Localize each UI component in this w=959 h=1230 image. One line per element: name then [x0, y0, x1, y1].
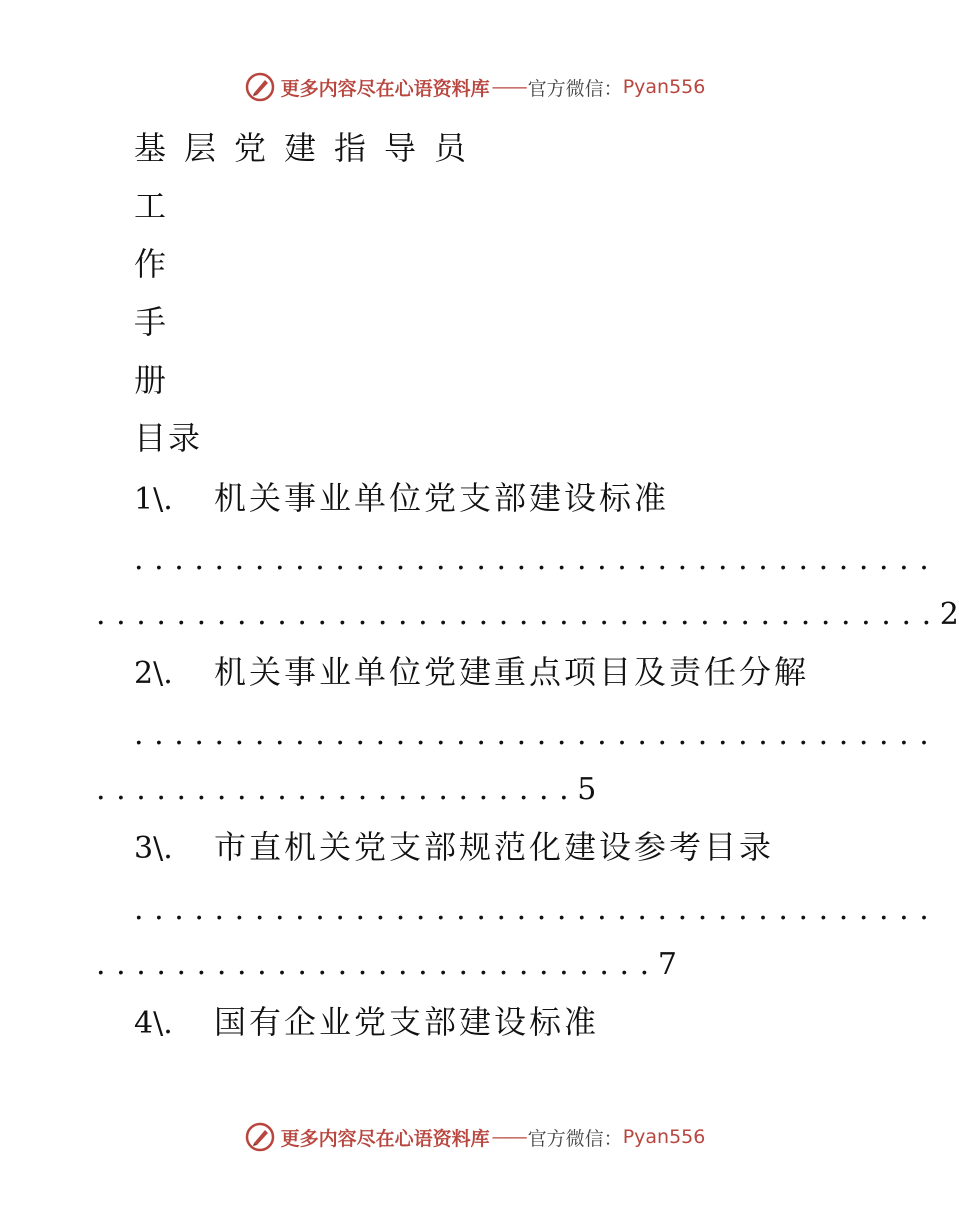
- pen-logo-icon: [245, 1122, 275, 1152]
- watermark-brand: 更多内容尽在心语资料库: [280, 77, 490, 100]
- toc-leader-dots-with-page: [96, 945, 677, 985]
- watermark-wechat-label: 官方微信：: [527, 1127, 623, 1150]
- toc-leader-dots-with-page: [96, 770, 596, 810]
- toc-entry-title: 机关事业单位党建重点项目及责任分解: [214, 653, 810, 691]
- title-line-1: 基层党建指导员: [134, 129, 485, 167]
- toc-leader-dots: ........................................: [134, 542, 940, 577]
- pen-logo-icon: [245, 72, 275, 102]
- watermark-top: [0, 72, 950, 102]
- toc-leader-dots: ............................: [96, 947, 660, 982]
- toc-entry-number: 1\.: [134, 482, 173, 517]
- toc-heading: 目录: [134, 419, 203, 457]
- watermark-wechat-label: 官方微信：: [527, 77, 623, 100]
- toc-entry-title: 市直机关党支部规范化建设参考目录: [214, 828, 775, 866]
- toc-leader-dots-with-page: [96, 595, 959, 635]
- toc-page-number: 5: [577, 772, 597, 807]
- toc-page-number: 7: [657, 947, 677, 982]
- toc-entry-4[interactable]: [134, 1002, 599, 1044]
- toc-leader-dots: ..........................................: [96, 597, 942, 632]
- toc-leader-dots: ........................................: [134, 717, 940, 752]
- watermark-bottom: [0, 1122, 950, 1152]
- watermark-wechat-id: Pyan556: [622, 76, 706, 98]
- title-char-ce: 册: [134, 361, 167, 399]
- toc-entry-title: 国有企业党支部建设标准: [214, 1003, 600, 1041]
- toc-page-number: 2: [939, 597, 959, 632]
- toc-leader-dots: ........................................: [134, 892, 940, 927]
- watermark-wechat-id: Pyan556: [622, 1126, 706, 1148]
- watermark-dash: ——: [491, 76, 526, 98]
- title-char-shou: 手: [134, 303, 167, 341]
- title-char-zuo: 作: [134, 245, 167, 283]
- title-char-gong: 工: [134, 187, 167, 225]
- toc-entry-1[interactable]: [134, 478, 669, 520]
- watermark-brand: 更多内容尽在心语资料库: [280, 1127, 490, 1150]
- toc-entry-3[interactable]: [134, 827, 774, 869]
- toc-entry-number: 2\.: [134, 656, 173, 691]
- toc-entry-2[interactable]: [134, 652, 809, 694]
- watermark-dash: ——: [491, 1126, 526, 1148]
- toc-entry-number: 3\.: [134, 831, 173, 866]
- toc-leader-dots: ........................: [96, 772, 580, 807]
- toc-entry-number: 4\.: [134, 1006, 173, 1041]
- toc-entry-title: 机关事业单位党支部建设标准: [214, 479, 670, 517]
